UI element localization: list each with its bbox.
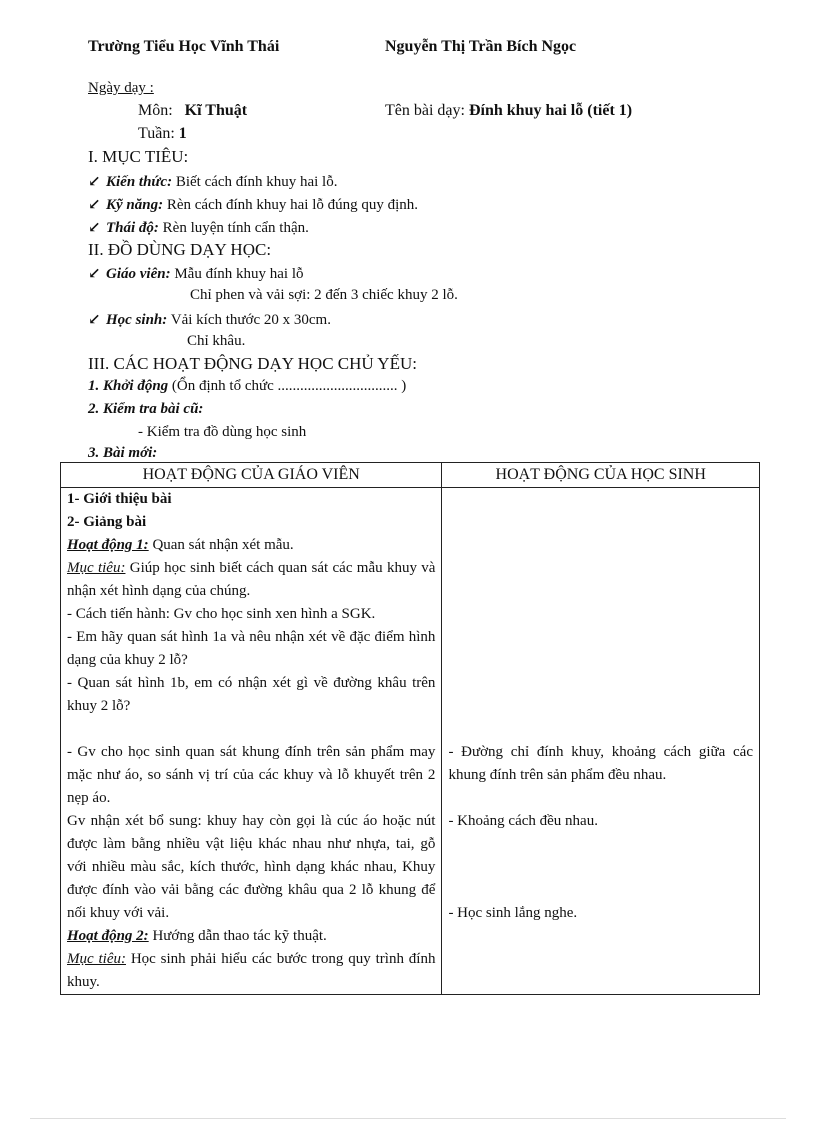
checkmark-icon: ↙ [88,312,101,328]
school-name: Trường Tiểu Học Vĩnh Thái [88,38,280,55]
student-column-header: HOẠT ĐỘNG CỦA HỌC SINH [442,463,760,488]
teacher-activities-cell [61,488,442,995]
materials-heading: II. ĐỒ DÙNG DẠY HỌC: [88,240,272,259]
activities-heading: III. CÁC HOẠT ĐỘNG DẠY HỌC CHỦ YẾU: [88,354,417,373]
question-2: - Quan sát hình 1b, em có nhận xét gì về đường khâu trên khuy 2 lỗ? [67,675,436,714]
procedure-paragraph: - Cách tiến hành: Gv cho học sinh xen hình a SGK. [67,606,376,622]
week-value: 1 [178,125,187,142]
objective-knowledge: ↙ Kiến thức: Biết cách đính khuy hai lỗ. [88,174,338,190]
lesson-label: Tên bài dạy: [385,102,465,119]
intro-step: 1- Giới thiệu bài [67,491,172,507]
question-1: - Em hãy quan sát hình 1a và nêu nhận xét về đặc điểm hình dạng của khuy 2 lỗ? [67,629,436,668]
subject-row [138,102,247,120]
student-answer-2: - Khoảng cách đều nhau. [448,813,598,829]
teach-step: 2- Giảng bài [67,514,147,530]
activity-1: Hoạt động 1: Quan sát nhận xét mẫu. [67,537,294,553]
page-bottom-divider [30,1118,786,1119]
new-lesson-label: 3. Bài mới: [88,445,158,461]
materials-teacher: ↙ Giáo viên: Mẫu đính khuy hai lỗ [88,266,304,282]
week-row [138,125,187,143]
objective-skill: ↙ Kỹ năng: Rèn cách đính khuy hai lỗ đúng quy định. [88,197,419,213]
table-row [61,488,760,995]
checkmark-icon: ↙ [88,266,101,282]
week-label: Tuần: [138,125,175,142]
lesson-title-row [385,102,632,120]
activity-table [60,462,760,995]
activity-2: Hoạt động 2: Hướng dẫn thao tác kỹ thuật. [67,928,327,944]
materials-student-line2: Chỉ khâu. [187,333,246,349]
materials-teacher-line2: Chỉ phen và vải sợi: 2 đến 3 chiếc khuy 2 lỗ. [190,287,458,303]
subject-label: Môn: [138,102,173,119]
materials-student: ↙ Học sinh: Vải kích thước 20 x 30cm. [88,312,331,328]
checkmark-icon: ↙ [88,220,101,236]
checkmark-icon: ↙ [88,197,101,213]
teacher-column-header: HOẠT ĐỘNG CỦA GIÁO VIÊN [61,463,442,488]
review-label: 2. Kiểm tra bài cũ: [88,401,204,417]
goal-2: Mục tiêu: Học sinh phải hiểu các bước trong quy trình đính khuy. [67,951,436,990]
subject-value: Kĩ Thuật [184,102,248,119]
student-answer-3: - Học sinh lắng nghe. [448,905,578,921]
objectives-heading: I. MỤC TIÊU: [88,147,189,166]
review-text: - Kiểm tra đồ dùng học sinh [138,424,307,440]
goal-1: Mục tiêu: Giúp học sinh biết cách quan sát các mẫu khuy và nhận xét hình dạng của chúng. [67,560,436,599]
student-answer-1: - Đường chỉ đính khuy, khoảng cách giữa các khung đính trên sản phẩm đều nhau. [448,744,753,783]
teacher-remarks: Gv nhận xét bổ sung: khuy hay còn gọi là cúc áo hoặc nút được làm bằng nhiều vật liệu khác nhau như nhựa, tai, gỗ với nhiều màu sắc, kích thước, hình dạng khác nhau, Khuy được đính vào vải bằng các đường khâu qua 2 lỗ khung để nối khuy với vải. [67,813,436,921]
objective-attitude: ↙ Thái độ: Rèn luyện tính cẩn thận. [88,220,309,236]
table-header-row [61,463,760,488]
warmup-row: 1. Khởi động (Ổn định tổ chức ................................ ) [88,378,407,394]
checkmark-icon: ↙ [88,174,101,190]
teacher-name: Nguyễn Thị Trần Bích Ngọc [385,38,577,55]
lesson-value: Đính khuy hai lỗ (tiết 1) [468,102,633,119]
observation-task: - Gv cho học sinh quan sát khung đính trên sản phẩm may mặc như áo, so sánh vị trí của các khuy và lỗ khuyết trên 2 nẹp áo. [67,744,436,806]
date-label: Ngày dạy : [88,80,154,96]
student-activities-cell [442,488,760,995]
